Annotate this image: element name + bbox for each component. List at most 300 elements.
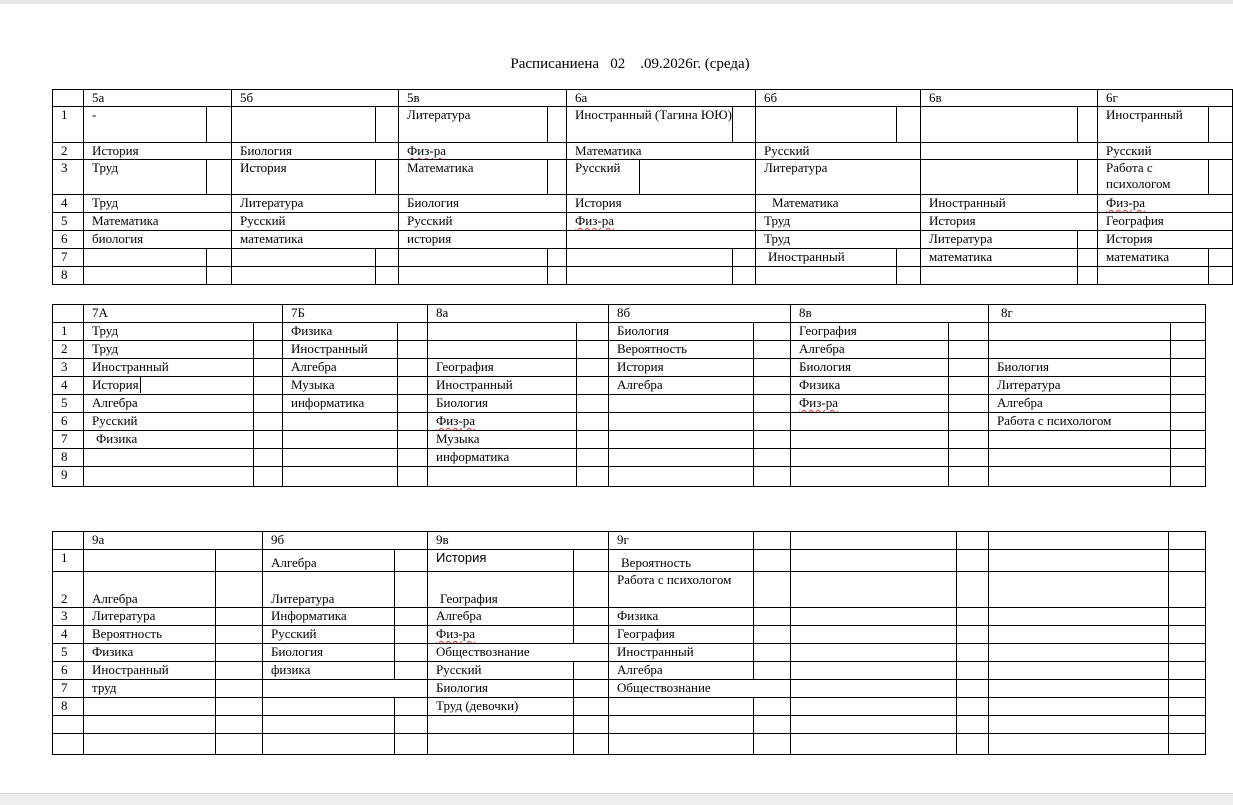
lesson-cell: Иностранный	[609, 644, 754, 662]
class-header	[791, 532, 957, 550]
lesson-cell	[263, 698, 395, 716]
class-header: 8в	[791, 305, 989, 323]
class-header: 7А	[84, 305, 283, 323]
spacer-cell	[754, 698, 791, 716]
spacer-cell	[398, 395, 428, 413]
lesson-cell: Иностранный	[283, 341, 398, 359]
spacer-cell	[216, 716, 263, 734]
spacer-cell	[574, 734, 609, 755]
lesson-cell: История	[1098, 231, 1233, 249]
spacer-cell	[577, 431, 609, 449]
spacer-cell	[1169, 734, 1206, 755]
lesson-cell	[989, 431, 1171, 449]
table-row	[53, 267, 1233, 285]
spacer-cell	[754, 359, 791, 377]
lesson-number: 6	[53, 413, 84, 431]
spacer-cell	[1171, 431, 1206, 449]
lesson-cell	[791, 413, 949, 431]
lesson-cell: Алгебра	[989, 395, 1171, 413]
lesson-cell: Математика	[84, 213, 232, 231]
lesson-cell	[609, 413, 754, 431]
lesson-cell: Музыка	[283, 377, 398, 395]
spacer-cell	[376, 160, 399, 195]
spacer-cell	[398, 413, 428, 431]
lesson-cell: Музыка	[428, 431, 577, 449]
spacer-cell	[733, 267, 756, 285]
lesson-cell: Физика	[84, 644, 216, 662]
spacer-cell	[957, 680, 989, 698]
lesson-cell: математика	[1098, 249, 1209, 267]
spacer-cell	[254, 413, 283, 431]
spacer-cell	[754, 323, 791, 341]
spacer-cell	[216, 608, 263, 626]
spacer-cell	[957, 532, 989, 550]
lesson-cell	[428, 341, 577, 359]
lesson-cell	[263, 716, 395, 734]
spacer-cell	[398, 431, 428, 449]
class-header: 5в	[399, 90, 567, 107]
spacer-cell	[254, 467, 283, 487]
spacer-cell	[574, 680, 609, 698]
spacer-cell	[216, 626, 263, 644]
page-title: Расписаниена 02 .09.2026г. (среда)	[510, 56, 750, 72]
spacer-cell	[574, 608, 609, 626]
lesson-cell: Физика	[609, 608, 754, 626]
lesson-cell	[609, 467, 754, 487]
table-row	[53, 626, 1206, 644]
lesson-cell: информатика	[428, 449, 577, 467]
lesson-text: Физ-ра	[407, 143, 446, 158]
lesson-cell	[609, 716, 754, 734]
lesson-cell	[989, 680, 1169, 698]
spacer-cell	[577, 413, 609, 431]
lesson-cell	[791, 698, 957, 716]
spacer-cell	[398, 467, 428, 487]
lesson-cell: Работа с психологом	[609, 572, 754, 608]
lesson-cell: Вероятность	[609, 550, 754, 572]
lesson-cell: труд	[84, 680, 216, 698]
spacer-cell	[254, 431, 283, 449]
table-row	[53, 195, 1233, 213]
spacer-cell	[957, 662, 989, 680]
lesson-cell: Русский	[399, 213, 567, 231]
spacer-cell	[574, 662, 609, 680]
spacer-cell	[1171, 395, 1206, 413]
lesson-cell: Иностранный (Тагина ЮЮ)	[567, 107, 733, 143]
spacer-cell	[957, 644, 989, 662]
spacer-cell	[216, 680, 263, 698]
lesson-cell	[567, 231, 756, 249]
lesson-cell: Иностранный	[428, 377, 577, 395]
table-row	[53, 213, 1233, 231]
lesson-text: История	[436, 550, 487, 565]
spacer-cell	[754, 449, 791, 467]
lesson-cell: Вероятность	[609, 341, 754, 359]
lesson-cell: Русский	[428, 662, 574, 680]
lesson-number: 1	[53, 107, 84, 143]
spacer-cell	[1209, 249, 1233, 267]
lesson-cell	[791, 395, 949, 413]
spacer-cell	[957, 734, 989, 755]
spacer-cell	[1169, 644, 1206, 662]
lesson-cell	[989, 698, 1169, 716]
lesson-cell: Русский	[263, 626, 395, 644]
lesson-cell	[609, 734, 754, 755]
spacer-cell	[398, 341, 428, 359]
class-header: 7Б	[283, 305, 428, 323]
lesson-cell	[791, 449, 949, 467]
spacer-cell	[754, 431, 791, 449]
lesson-number: 6	[53, 231, 84, 249]
class-header: 9в	[428, 532, 609, 550]
lesson-number: 8	[53, 698, 84, 716]
class-header: 9а	[84, 532, 263, 550]
lesson-cell	[989, 734, 1169, 755]
lesson-cell: биология	[84, 231, 232, 249]
lesson-cell: Математика	[567, 143, 756, 160]
lesson-cell	[609, 431, 754, 449]
header-num-cell	[53, 90, 84, 107]
spacer-cell	[1169, 662, 1206, 680]
spacer-cell	[216, 550, 263, 572]
lesson-cell: Литература	[921, 231, 1078, 249]
lesson-cell	[921, 107, 1078, 143]
spacer-cell	[548, 249, 567, 267]
lesson-cell: География	[428, 572, 574, 608]
spacer-cell	[1171, 323, 1206, 341]
spacer-cell	[395, 662, 428, 680]
spacer-cell	[207, 160, 232, 195]
spacer-cell	[754, 572, 791, 608]
spacer-cell	[1209, 107, 1233, 143]
lesson-cell: Труд	[84, 160, 207, 195]
spacer-cell	[395, 716, 428, 734]
lesson-cell: Труд (девочки)	[428, 698, 574, 716]
header-num-cell	[53, 532, 84, 550]
spacer-cell	[548, 267, 567, 285]
lesson-number: 2	[53, 143, 84, 160]
lesson-cell	[791, 572, 957, 608]
lesson-number: 4	[53, 195, 84, 213]
schedule-table-7-8	[52, 304, 1206, 487]
lesson-text: Физ-ра	[436, 626, 475, 641]
lesson-cell: Алгебра	[84, 572, 216, 608]
lesson-cell	[791, 550, 957, 572]
spacer-cell	[754, 662, 791, 680]
spacer-cell	[733, 249, 756, 267]
lesson-cell	[791, 608, 957, 626]
lesson-cell	[428, 413, 577, 431]
table-row	[53, 608, 1206, 626]
lesson-number: 3	[53, 608, 84, 626]
spacer-cell	[207, 267, 232, 285]
spacer-cell	[398, 449, 428, 467]
spacer-cell	[577, 377, 609, 395]
spacer-cell	[1169, 608, 1206, 626]
window-bottom-strip	[0, 793, 1233, 805]
lesson-number: 3	[53, 359, 84, 377]
lesson-cell: Иностранный	[756, 249, 897, 267]
spacer-cell	[1078, 267, 1098, 285]
lesson-cell: -	[84, 107, 207, 143]
lesson-cell	[1098, 267, 1209, 285]
spacer-cell	[640, 160, 756, 195]
table-row	[53, 662, 1206, 680]
lesson-cell	[428, 626, 574, 644]
lesson-number: 7	[53, 249, 84, 267]
lesson-cell	[609, 449, 754, 467]
lesson-cell	[609, 698, 754, 716]
spacer-cell	[574, 572, 609, 608]
lesson-cell: Литература	[989, 377, 1171, 395]
spacer-cell	[897, 249, 921, 267]
lesson-cell: Иностранный	[84, 662, 216, 680]
spacer-cell	[577, 467, 609, 487]
spacer-cell	[254, 323, 283, 341]
spacer-cell	[754, 626, 791, 644]
class-header: 8б	[609, 305, 791, 323]
spacer-cell	[395, 550, 428, 572]
lesson-cell	[84, 377, 254, 395]
lesson-cell	[263, 680, 428, 698]
spacer-cell	[376, 107, 399, 143]
spacer-cell	[733, 107, 756, 143]
spacer-cell	[754, 734, 791, 755]
lesson-cell: Алгебра	[609, 662, 754, 680]
spacer-cell	[1209, 160, 1233, 195]
spacer-cell	[1078, 249, 1098, 267]
spacer-cell	[216, 698, 263, 716]
lesson-cell: информатика	[283, 395, 398, 413]
lesson-cell: Работа с психологом	[1098, 160, 1209, 195]
class-header: 5б	[232, 90, 399, 107]
spacer-cell	[254, 449, 283, 467]
spacer-cell	[949, 359, 989, 377]
lesson-cell	[399, 267, 548, 285]
spacer-cell	[577, 323, 609, 341]
lesson-cell: Литература	[84, 608, 216, 626]
lesson-cell	[791, 431, 949, 449]
spacer-cell	[395, 734, 428, 755]
lesson-cell: Алгебра	[84, 395, 254, 413]
spacer-cell	[1171, 377, 1206, 395]
class-header: 8а	[428, 305, 609, 323]
class-header: 5а	[84, 90, 232, 107]
lesson-cell: Вероятность	[84, 626, 216, 644]
spacer-cell	[398, 323, 428, 341]
lesson-cell: Литература	[756, 160, 921, 195]
lesson-cell: Литература	[263, 572, 395, 608]
spacer-cell	[376, 249, 399, 267]
spacer-cell	[398, 377, 428, 395]
spacer-cell	[1078, 160, 1098, 195]
lesson-number: 5	[53, 644, 84, 662]
lesson-cell	[428, 716, 574, 734]
spacer-cell	[254, 341, 283, 359]
lesson-cell	[283, 431, 398, 449]
spacer-cell	[577, 449, 609, 467]
lesson-cell: Физика	[84, 431, 254, 449]
table-row	[53, 359, 1206, 377]
table-row	[53, 431, 1206, 449]
lesson-cell	[921, 267, 1078, 285]
lesson-cell: История	[609, 359, 754, 377]
spacer-cell	[949, 413, 989, 431]
spacer-cell	[1171, 413, 1206, 431]
spacer-cell	[957, 608, 989, 626]
spacer-cell	[1169, 572, 1206, 608]
spacer-cell	[395, 608, 428, 626]
spacer-cell	[754, 413, 791, 431]
spacer-cell	[216, 572, 263, 608]
lesson-cell: Информатика	[263, 608, 395, 626]
lesson-cell	[84, 249, 207, 267]
lesson-cell	[791, 680, 957, 698]
table-row	[53, 413, 1206, 431]
class-header: 8г	[989, 305, 1206, 323]
spacer-cell	[949, 323, 989, 341]
lesson-cell: Труд	[756, 213, 921, 231]
lesson-text: Физ-ра	[799, 395, 838, 410]
spacer-cell	[1171, 467, 1206, 487]
class-header: 9б	[263, 532, 428, 550]
spacer-cell	[395, 626, 428, 644]
spacer-cell	[957, 716, 989, 734]
table-row	[53, 231, 1233, 249]
lesson-cell: Алгебра	[283, 359, 398, 377]
lesson-cell: Иностранный	[921, 195, 1098, 213]
table-row	[53, 698, 1206, 716]
spacer-cell	[254, 377, 283, 395]
spacer-cell	[1171, 341, 1206, 359]
lesson-cell	[232, 249, 376, 267]
lesson-cell: физика	[263, 662, 395, 680]
spacer-cell	[754, 395, 791, 413]
schedule-table-9	[52, 531, 1206, 755]
table-row	[53, 323, 1206, 341]
lesson-cell	[756, 107, 897, 143]
lesson-number	[53, 716, 84, 734]
lesson-cell	[84, 698, 216, 716]
lesson-number: 1	[53, 323, 84, 341]
table-row	[53, 107, 1233, 143]
lesson-cell: Биология	[428, 680, 574, 698]
lesson-cell: Биология	[989, 359, 1171, 377]
table-row	[53, 395, 1206, 413]
spacer-cell	[216, 734, 263, 755]
lesson-cell	[609, 395, 754, 413]
spacer-cell	[548, 107, 567, 143]
window-top-strip	[0, 0, 1233, 4]
table-header-row	[53, 532, 1206, 550]
spacer-cell	[949, 467, 989, 487]
spacer-cell	[754, 377, 791, 395]
lesson-cell	[989, 608, 1169, 626]
spacer-cell	[897, 107, 921, 143]
lesson-cell: Иностранный	[1098, 107, 1209, 143]
spacer-cell	[1078, 107, 1098, 143]
spacer-cell	[1171, 359, 1206, 377]
lesson-cell	[1098, 195, 1233, 213]
lesson-cell	[84, 734, 216, 755]
lesson-cell: Труд	[84, 341, 254, 359]
lesson-number: 9	[53, 467, 84, 487]
lesson-number: 4	[53, 626, 84, 644]
spacer-cell	[949, 395, 989, 413]
table-row	[53, 644, 1206, 662]
spacer-cell	[577, 359, 609, 377]
spacer-cell	[1169, 532, 1206, 550]
spacer-cell	[395, 644, 428, 662]
spacer-cell	[1169, 680, 1206, 698]
lesson-cell	[567, 267, 733, 285]
lesson-cell: Биология	[791, 359, 949, 377]
lesson-cell: Работа с психологом	[989, 413, 1171, 431]
header-num-cell	[53, 305, 84, 323]
table-row	[53, 143, 1233, 160]
lesson-cell: Биология	[263, 644, 395, 662]
lesson-cell	[567, 213, 756, 231]
lesson-cell: География	[428, 359, 577, 377]
lesson-number: 2	[53, 341, 84, 359]
table-row	[53, 572, 1206, 608]
lesson-text: История	[92, 377, 139, 392]
lesson-cell: Биология	[428, 395, 577, 413]
lesson-number: 3	[53, 160, 84, 195]
table-row	[53, 734, 1206, 755]
table-row	[53, 467, 1206, 487]
schedule-table-5-6	[52, 89, 1233, 285]
spacer-cell	[957, 698, 989, 716]
lesson-cell	[283, 413, 398, 431]
lesson-cell: Биология	[399, 195, 567, 213]
lesson-cell: Русский	[756, 143, 921, 160]
spacer-cell	[577, 395, 609, 413]
spacer-cell	[207, 249, 232, 267]
class-header: 9г	[609, 532, 754, 550]
lesson-cell	[921, 160, 1078, 195]
spacer-cell	[754, 550, 791, 572]
lesson-cell	[989, 644, 1169, 662]
lesson-cell	[791, 716, 957, 734]
lesson-cell	[791, 734, 957, 755]
spacer-cell	[395, 572, 428, 608]
lesson-cell	[428, 467, 577, 487]
lesson-cell	[921, 143, 1098, 160]
spacer-cell	[574, 716, 609, 734]
lesson-cell	[791, 662, 957, 680]
table-row	[53, 341, 1206, 359]
lesson-cell: История	[232, 160, 376, 195]
lesson-cell	[84, 550, 216, 572]
lesson-cell: География	[609, 626, 754, 644]
spacer-cell	[577, 341, 609, 359]
spacer-cell	[1171, 449, 1206, 467]
spacer-cell	[957, 626, 989, 644]
lesson-cell	[989, 467, 1171, 487]
spacer-cell	[949, 431, 989, 449]
table-row	[53, 160, 1233, 195]
lesson-cell: история	[399, 231, 567, 249]
lesson-cell: Русский	[84, 413, 254, 431]
lesson-text: Физ-ра	[436, 413, 475, 428]
lesson-cell	[989, 572, 1169, 608]
spacer-cell	[754, 532, 791, 550]
table-row	[53, 249, 1233, 267]
lesson-cell	[989, 449, 1171, 467]
spacer-cell	[574, 626, 609, 644]
lesson-cell	[989, 341, 1171, 359]
